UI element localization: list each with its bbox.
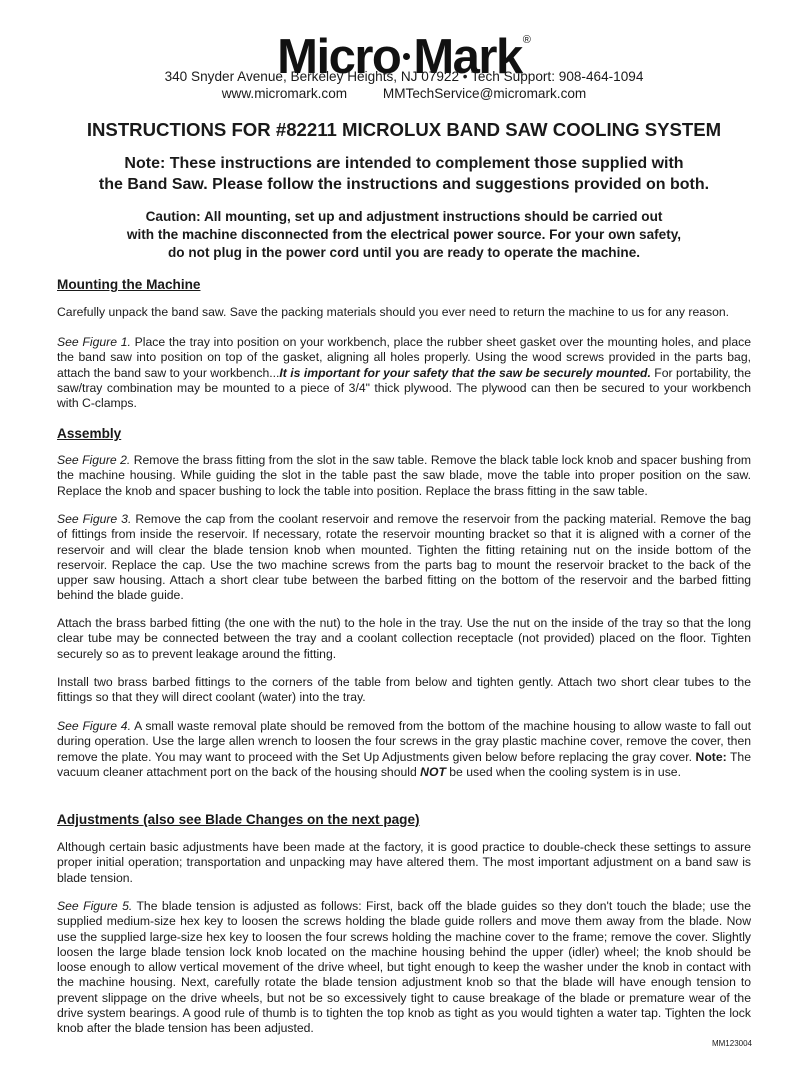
note-label: Note: bbox=[695, 749, 727, 764]
mounting-heading: Mounting the Machine bbox=[57, 277, 201, 292]
figure-reference: See Figure 1. bbox=[57, 335, 131, 349]
page-title: INSTRUCTIONS FOR #82211 MICROLUX BAND SAW COOLING SYSTEM bbox=[86, 119, 722, 140]
logo-text-mark: Mark bbox=[413, 30, 522, 84]
company-address: 340 Snyder Avenue, Berkeley Heights, NJ 07922 • Tech Support: 908-464-1094 bbox=[164, 69, 644, 84]
safety-emphasis: It is important for your safety that the saw be securely mounted. bbox=[279, 365, 651, 380]
mounting-text: Place the tray into position on your workbench, place the rubber sheet gasket over the mounting holes, and place the band saw into position on top of the gasket, aligning all holes properly. Using the wood screws provided in the parts bag, attach the band saw to your workbench... bbox=[57, 335, 751, 380]
assembly-paragraph-4: Install two brass barbed fittings to the corners of the table from below and tighten gently. Attach two short clear tubes to the fittings so that they will direct coolant (water) into the tray. bbox=[57, 675, 751, 705]
caution-line-3: do not plug in the power cord until you are ready to operate the machine. bbox=[167, 245, 641, 260]
note-line-1: Note: These instructions are intended to complement those supplied with bbox=[124, 155, 684, 172]
adjustments-paragraph-1: Although certain basic adjustments have been made at the factory, it is good practice to double-check these settings to assure proper initial operation; transportation and unpacking may have altered them. The most important adjustment on a band saw is blade tension. bbox=[57, 840, 751, 885]
caution-line-2: with the machine disconnected from the electrical power source. For your own safety, bbox=[126, 227, 682, 242]
assembly-paragraph-5 bbox=[57, 719, 751, 780]
adjustments-text-2: The blade tension is adjusted as follows: First, back off the blade guides so they don't touch the blade; use the supplied medium-size hex key to loosen the screws holding the blade guide rollers and move them away from the blade. Now use the supplied large-size hex key to loosen the four screws holding the machine cover to the frame; remove the cover. Slightly loosen the large blade tension lock knob located on the machine housing behind the upper (idler) wheel; the knob should be loose enough to allow vertical movement of the drive wheel, but tight enough to keep the washer under the knob in contact with the machine housing. Next, carefully rotate the blade tension adjustment knob so that the blade will have enough tension to prevent slippage on the drive wheels, but not be so excessively tight to cause breakage of the blade or premature wear of the drive system bearings. A good rule of thumb is to tighten the top knob as tight as you would tighten a water tap. Tighten the lock knob after the blade tension has been adjusted. bbox=[57, 899, 751, 1036]
assembly-text-2: Remove the cap from the coolant reservoir and remove the reservoir from the packing material. Remove the bag of fittings from inside the reservoir. If necessary, rotate the reservoir mounting bracket so that it is aligned with a corner of the reservoir and will clear the blade tension knob when mounted. Tighten the fitting retaining nut on the inside bottom of the reservoir. Replace the cap. Use the two machine screws from the parts bag to mount the reservoir bracket to the back of the upper saw housing. Attach a short clear tube between the barbed fitting on the bottom of the reservoir and the barbed fitting behind the blade guide. bbox=[57, 512, 752, 603]
assembly-text-5b: The vacuum cleaner attachment port on the back of the housing should bbox=[57, 749, 751, 779]
not-emphasis: NOT bbox=[420, 764, 446, 779]
assembly-text-5a: A small waste removal plate should be removed from the bottom of the machine housing to allow waste to fall out during operation. Use the large allen wrench to loosen the four screws in the gray plastic machine cover, remove the cover, then remove the plate. You may want to proceed with the Set Up Adjustments given below before replacing the gray cover. bbox=[57, 719, 752, 764]
mounting-paragraph-1: Carefully unpack the band saw. Save the packing materials should you ever need to return the machine to us for any reason. bbox=[57, 305, 730, 319]
mounting-paragraph-2 bbox=[57, 335, 751, 411]
assembly-paragraph-2 bbox=[57, 512, 751, 604]
assembly-text-5c: be used when the cooling system is in use. bbox=[445, 764, 681, 779]
assembly-text-1: Remove the brass fitting from the slot in the saw table. Remove the black table lock knob and spacer bushing from the machine housing. While guiding the slot in the table past the saw blade, move the table into proper position on the saw. Replace the knob and spacer bushing to lock the table into position. Replace the brass fitting in the saw table. bbox=[57, 453, 751, 498]
assembly-paragraph-1 bbox=[57, 453, 751, 499]
figure-reference: See Figure 2. bbox=[57, 453, 131, 467]
assembly-paragraph-3: Attach the brass barbed fitting (the one with the nut) to the hole in the tray. Use the nut on the inside of the tray so that the long clear tube may be connected between the tray and a coolant collection receptacle (not provided) placed on the floor. Tighten securely so as to prevent leakage around the fitting. bbox=[57, 616, 751, 661]
note-block bbox=[0, 153, 808, 195]
figure-reference: See Figure 3. bbox=[57, 512, 132, 526]
caution-block bbox=[0, 208, 808, 262]
logo-dot-icon bbox=[403, 53, 410, 60]
website-link[interactable]: www.micromark.com bbox=[221, 86, 348, 101]
email-link[interactable]: MMTechService@micromark.com bbox=[382, 86, 587, 101]
assembly-heading: Assembly bbox=[57, 426, 122, 441]
adjustments-paragraph-2 bbox=[57, 899, 751, 1037]
document-code: MM123004 bbox=[711, 1039, 752, 1048]
figure-reference: See Figure 4. bbox=[57, 719, 131, 733]
contact-line bbox=[0, 85, 808, 102]
adjustments-heading: Adjustments (also see Blade Changes on the next page) bbox=[57, 812, 420, 827]
figure-reference: See Figure 5. bbox=[57, 899, 133, 913]
mounting-text-2: For portability, the saw/tray combination may be mounted to a piece of 3/4" thick plywood. The plywood can then be secured to your workbench with C-clamps. bbox=[57, 365, 751, 411]
note-line-2: the Band Saw. Please follow the instructions and suggestions provided on both. bbox=[98, 176, 710, 193]
caution-line-1: Caution: All mounting, set up and adjustment instructions should be carried out bbox=[145, 209, 663, 224]
logo-text-micro: Micro bbox=[277, 30, 401, 84]
registered-mark: ® bbox=[522, 34, 531, 46]
